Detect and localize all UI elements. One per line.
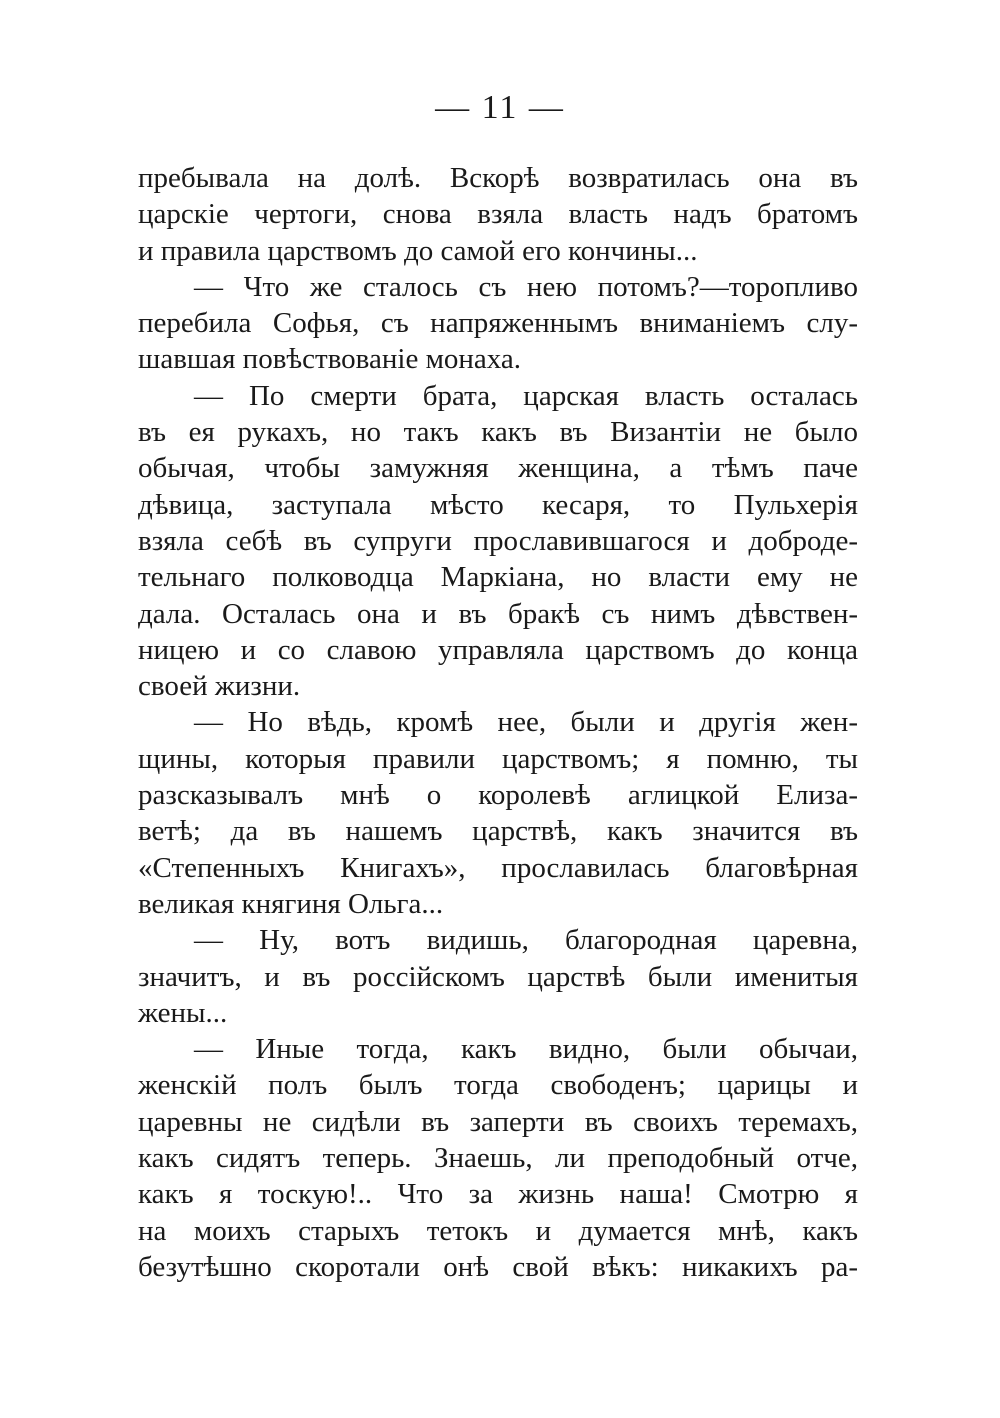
text-line: — Иные тогда, какъ видно, были обычаи, <box>194 1033 858 1066</box>
text-line: перебила Софья, съ напряженнымъ вниманіемъ слу- <box>138 307 858 340</box>
text-line: тельнаго полководца Маркіана, но власти ему не <box>138 561 858 594</box>
text-line: царевны не сидѣли въ заперти въ своихъ теремахъ, <box>138 1105 858 1138</box>
text-line: — Что же сталось съ нею потомъ?—торопливо <box>194 270 858 303</box>
text-line: своей жизни. <box>138 670 301 703</box>
text-line: — По смерти брата, царская власть осталась <box>194 379 858 412</box>
text-line: жены... <box>138 996 228 1029</box>
text-line: безутѣшно скоротали онѣ свой вѣкъ: никакихъ ра- <box>138 1250 858 1283</box>
text-line: царскіе чертоги, снова взяла власть надъ братомъ <box>138 198 858 231</box>
text-body <box>138 160 858 1285</box>
text-line: дѣвица, заступала мѣсто кесаря, то Пульхерія <box>138 488 858 521</box>
text-line: разсказывалъ мнѣ о королевѣ аглицкой Елиза- <box>138 779 858 812</box>
text-line: «Степенныхъ Книгахъ», прославилась благовѣрная <box>138 851 858 884</box>
text-line: щины, которыя правили царствомъ; я помню, ты <box>138 742 858 775</box>
text-line: ницею и со славою управляла царствомъ до конца <box>138 633 858 666</box>
text-line: шавшая повѣствованіе монаха. <box>138 343 522 376</box>
text-line: ветѣ; да въ нашемъ царствѣ, какъ значится въ <box>138 815 858 848</box>
text-line: пребывала на долѣ. Вскорѣ возвратилась она въ <box>138 162 858 194</box>
text-line: въ ея рукахъ, но такъ какъ въ Византіи не было <box>138 416 858 449</box>
page-number: — 11 — <box>435 89 565 126</box>
text-line: обычая, чтобы замужняя женщина, а тѣмъ паче <box>138 452 858 485</box>
text-line: — Но вѣдь, кромѣ нее, были и другія жен- <box>194 706 858 739</box>
text-line: — Ну, вотъ видишь, благородная царевна, <box>194 924 858 957</box>
text-line: какъ я тоскую!.. Что за жизнь наша! Смотрю я <box>138 1178 858 1211</box>
text-line: взяла себѣ въ супруги прославившагося и доброде- <box>138 524 858 557</box>
text-line: женскій полъ былъ тогда свободенъ; царицы и <box>138 1069 858 1102</box>
text-line: какъ сидятъ теперь. Знаешь, ли преподобный отче, <box>138 1142 858 1175</box>
text-line: значитъ, и въ россійскомъ царствѣ были именитыя <box>138 960 858 993</box>
text-line: на моихъ старыхъ тетокъ и думается мнѣ, какъ <box>138 1214 858 1247</box>
text-line: дала. Осталась она и въ бракѣ съ нимъ дѣвствен- <box>138 597 858 630</box>
text-line: и правила царствомъ до самой его кончины... <box>138 234 698 267</box>
text-line: великая княгиня Ольга... <box>138 887 444 920</box>
